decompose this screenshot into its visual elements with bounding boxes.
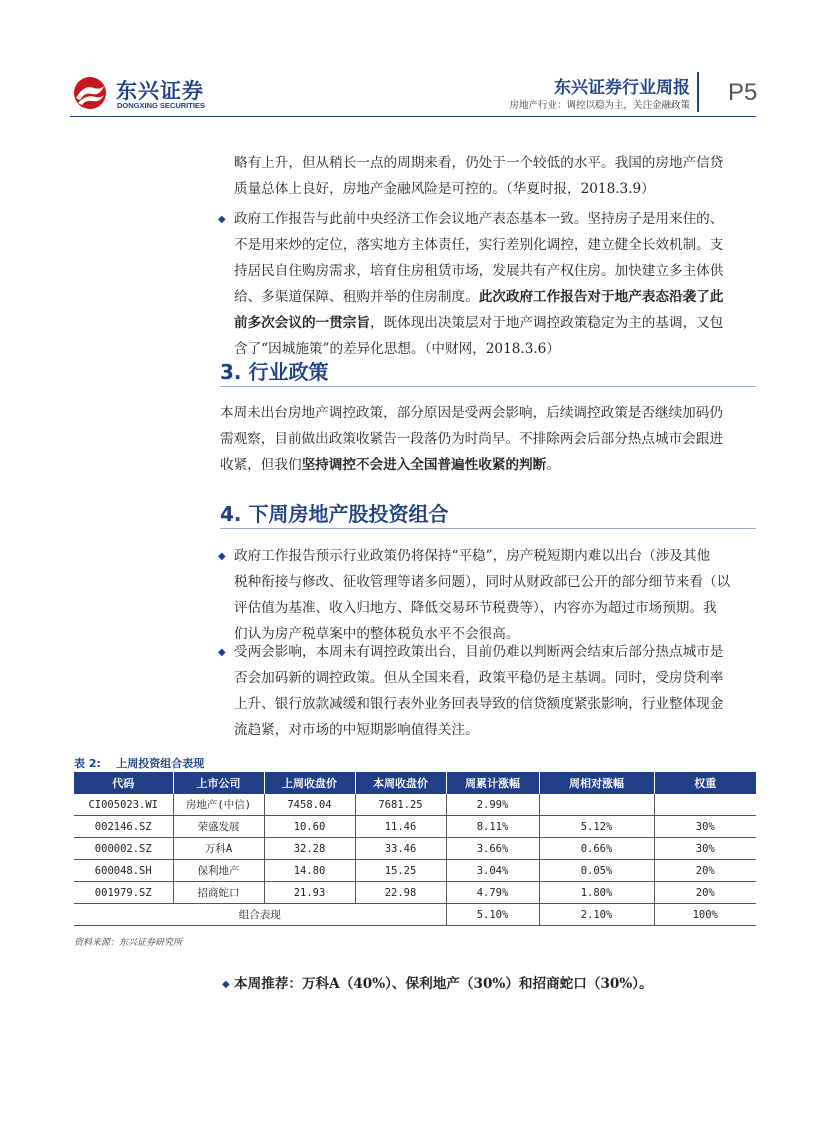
logo-english-name: DONGXING SECURITIES bbox=[117, 101, 205, 110]
header-divider bbox=[697, 72, 699, 112]
bullet-diamond-icon: ◆ bbox=[218, 214, 226, 225]
section-heading-portfolio: 4. 下周房地产股投资组合 bbox=[220, 502, 449, 526]
section3-paragraph: 本周未出台房地产调控政策，部分原因是受两会影响，后续调控政策是否继续加码仍 需观察，目前做出政策收紧告一段落仍为时尚早。不排除两会后部分热点城市会跟进 收紧，但我们坚持调控不会进入全国普遍性收紧的判断。 bbox=[220, 405, 723, 473]
table-summary-row: 组合表现 5.10% 2.10% 100% bbox=[74, 904, 756, 926]
bullet-paragraph-policy: 政府工作报告与此前中央经济工作会议地产表态基本一致。坚持房子是用来住的、 不是用来炒的定位，落实地方主体责任，实行差别化调控，建立健全长效机制。支 持居民自住购房需求，培育住房租赁市场，发展共有产权住房。加快建立多主体供 给、多渠道保障、租购并举的住房制度。此次政府工作报告对于地产表态沿袭了此 前多次会议的一贯宗旨，既体现出决策层对于地产调控政策稳定为主的基调，又包 含了“因城施策”的差异化思想。（中财网，2018.3.6） bbox=[234, 211, 724, 357]
intro-paragraph: 略有上升，但从稍长一点的周期来看，仍处于一个较低的水平。我国的房地产信贷 质量总体上良好，房地产金融风险是可控的。（华夏时报，2018.3.9） bbox=[234, 155, 724, 197]
col-header: 上周收盘价 bbox=[264, 772, 355, 794]
bullet-paragraph-property-tax: 政府工作报告预示行业政策仍将保持“平稳”，房产税短期内难以出台（涉及其他 税种衔接与修改、征收管理等诸多问题），同时从财政部已公开的部分细节来看（以 评估值为基准、收入归地方、降低交易环节税费等），内容亦为超过市场预期。我 们认为房产税草案中的整体税负水平不会很高。 bbox=[234, 548, 731, 642]
dongxing-logo-icon bbox=[70, 76, 110, 110]
table-caption: 表 2: 上周投资组合表现 bbox=[74, 757, 205, 770]
col-header: 代码 bbox=[74, 772, 173, 794]
table-header-row bbox=[74, 772, 756, 794]
bullet-diamond-icon: ◆ bbox=[218, 551, 226, 562]
col-header: 本周收盘价 bbox=[355, 772, 446, 794]
header-rule bbox=[70, 116, 756, 117]
table-source-note: 资料来源：东兴证券研究所 bbox=[74, 938, 183, 948]
section-heading-industry-policy: 3. 行业政策 bbox=[220, 360, 329, 384]
table-row: CI005023.WI 房地产(中信) 7458.04 7681.25 2.99% bbox=[74, 794, 756, 816]
table-row: 002146.SZ 荣盛发展 10.60 11.46 8.11% 5.12% 30% bbox=[74, 816, 756, 838]
page-number: P5 bbox=[728, 79, 758, 106]
weekly-recommendation: 本周推荐：万科A（40%）、保利地产（30%）和招商蛇口（30%）。 bbox=[234, 976, 653, 992]
report-subtitle: 房地产行业：调控以稳为主，关注金融政策 bbox=[509, 100, 690, 111]
portfolio-table bbox=[74, 772, 756, 926]
report-title: 东兴证券行业周报 bbox=[554, 78, 690, 98]
logo-chinese-name: 东兴证券 bbox=[116, 79, 204, 103]
section-rule bbox=[220, 528, 756, 529]
col-header: 周累计涨幅 bbox=[446, 772, 539, 794]
section-rule bbox=[220, 386, 756, 387]
bullet-paragraph-credit: 受两会影响，本周未有调控政策出台，目前仍难以判断两会结束后部分热点城市是 否会加码新的调控政策。但从全国来看，政策平稳仍是主基调。同时，受房贷利率 上升、银行放款减缓和银行表外业务回表导致的信贷额度紧张影响，行业整体现金 流趋紧，对市场的中短期影响值得关注。 bbox=[234, 644, 724, 738]
col-header: 周相对涨幅 bbox=[539, 772, 654, 794]
bullet-diamond-icon: ◆ bbox=[218, 647, 226, 658]
col-header: 上市公司 bbox=[173, 772, 264, 794]
col-header: 权重 bbox=[654, 772, 756, 794]
table-row: 000002.SZ 万科A 32.28 33.46 3.66% 0.66% 30% bbox=[74, 838, 756, 860]
table-row: 600048.SH 保利地产 14.80 15.25 3.04% 0.05% 20% bbox=[74, 860, 756, 882]
table-row: 001979.SZ 招商蛇口 21.93 22.98 4.79% 1.80% 20% bbox=[74, 882, 756, 904]
bullet-diamond-icon: ◆ bbox=[222, 979, 230, 990]
